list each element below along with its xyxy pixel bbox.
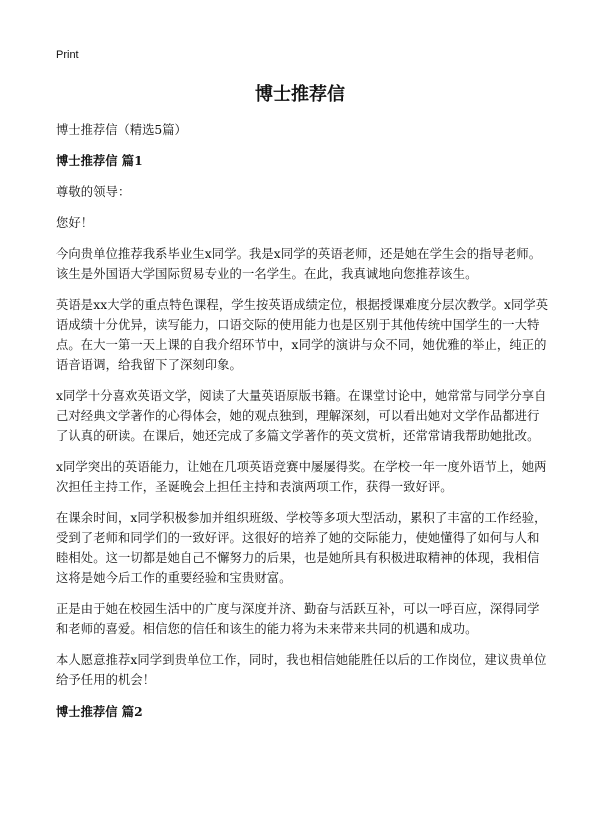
section-heading-2: 博士推荐信 篇2: [56, 704, 143, 719]
document-subtitle: 博士推荐信（精选5篇）: [56, 123, 187, 137]
greeting: 您好！: [56, 216, 94, 230]
paragraph: x同学十分喜欢英语文学，阅读了大量英语原版书籍。在课堂讨论中，她常常与同学分享自己对经典文学著作的心得体会，她的观点独到，理解深刻，可以看出她对文学作品都进行了认真的研读。在课后，她还完成了多篇文学著作的英文赏析，还常常请我帮助她批改。: [56, 389, 547, 443]
page-title: 博士推荐信: [255, 84, 345, 105]
paragraph: 今向贵单位推荐我系毕业生x同学。我是x同学的英语老师，还是她在学生会的指导老师。该生是外国语大学国际贸易专业的一名学生。在此，我真诚地向您推荐该生。: [56, 247, 542, 281]
section-heading-1: 博士推荐信 篇1: [56, 153, 143, 168]
paragraph: 英语是xx大学的重点特色课程，学生按英语成绩定位，根据授课难度分层次教学。x同学英语成绩十分优异，读写能力，口语交际的使用能力也是区别于其他传统中国学生的一大特点。在大一第一天上课的自我介绍环节中，x同学的演讲与众不同，她优雅的举止，纯正的语音语调，给我留下了深刻印象。: [56, 298, 549, 372]
paragraph: 本人愿意推荐x同学到贵单位工作，同时，我也相信她能胜任以后的工作岗位，建议贵单位给予任用的机会！: [56, 653, 547, 687]
print-label[interactable]: Print: [56, 49, 79, 61]
salutation: 尊敬的领导：: [56, 185, 131, 199]
paragraph: x同学突出的英语能力，让她在几项英语竞赛中屡屡得奖。在学校一年一度外语节上，她两次担任主持工作，圣诞晚会上担任主持和表演两项工作，获得一致好评。: [56, 460, 547, 494]
paragraph: 在课余时间，x同学积极参加并组织班级、学校等多项大型活动，累积了丰富的工作经验，受到了老师和同学们的一致好评。这很好的培养了她的交际能力，使她懂得了如何与人和睦相处。这一切都是她自己不懈努力的后果，也是她所具有积极进取精神的体现，我相信这将是她今后工作的重要经验和宝贵财富。: [56, 511, 547, 585]
paragraph: 正是由于她在校园生活中的广度与深度并济、勤奋与活跃互补，可以一呼百应，深得同学和老师的喜爱。相信您的信任和该生的能力将为未来带来共同的机遇和成功。: [56, 602, 540, 636]
document-body: [56, 120, 550, 733]
